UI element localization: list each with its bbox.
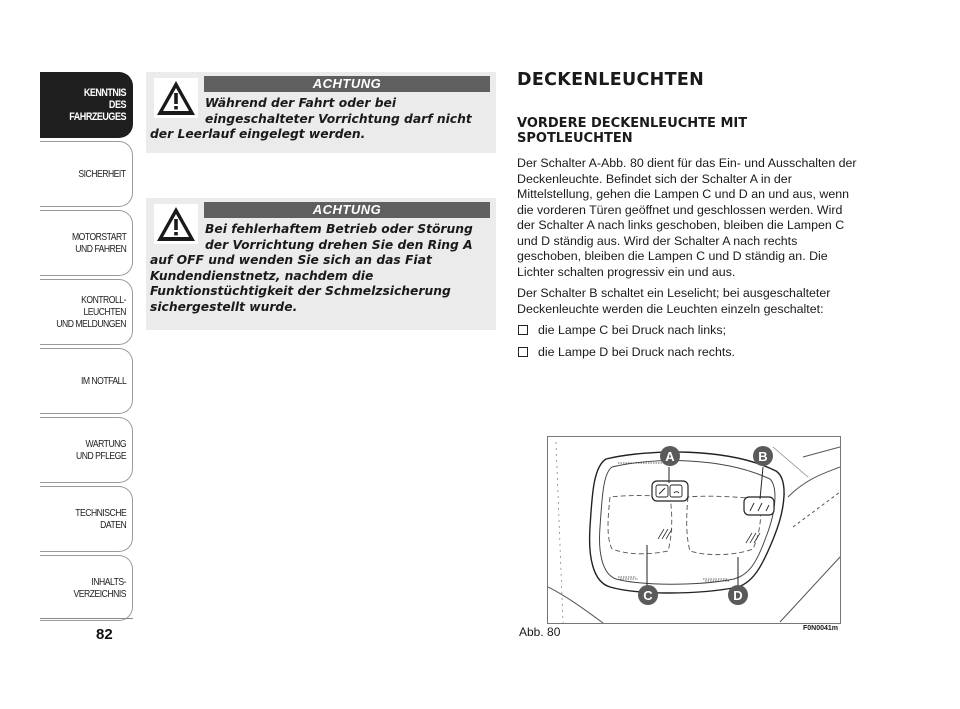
- tab-label: WARTUNG UND PFLEGE: [75, 438, 126, 462]
- callout-label: C: [643, 588, 653, 603]
- checkbox-bullet-icon: [518, 347, 528, 357]
- warning-text: [150, 96, 488, 143]
- callout-badges: [548, 437, 840, 623]
- warning-box: [146, 198, 496, 330]
- list-item: [517, 345, 862, 361]
- tab-technische-daten[interactable]: [40, 486, 133, 552]
- warning-text-indented: Während der Fahrt oder bei eingeschalteter Vorrichtung darf nicht: [205, 96, 472, 126]
- sidebar-divider: [40, 618, 133, 619]
- warning-title: ACHTUNG: [204, 76, 490, 92]
- callout-label: B: [758, 449, 768, 464]
- list-item: [517, 323, 862, 339]
- tab-label: TECHNISCHE DATEN: [74, 507, 126, 531]
- paragraph: Der Schalter B schaltet ein Leselicht; bei ausgeschalteter Deckenleuchte werden die Leuchten einzeln geschaltet:: [517, 286, 831, 316]
- tab-kontrollleuchten[interactable]: [40, 279, 133, 345]
- checkbox-bullet-icon: [518, 325, 528, 335]
- figure-code: F0N0041m: [803, 625, 839, 632]
- tab-label: INHALTS- VERZEICHNIS: [73, 576, 126, 600]
- tab-label: KONTROLL- LEUCHTEN UND MELDUNGEN: [56, 294, 126, 330]
- callout-badge-b: [753, 446, 773, 466]
- warning-text-indented: Bei fehlerhaftem Betrieb oder Störung der Vorrichtung drehen Sie den Ring A: [205, 222, 473, 252]
- callout-badge-c: [638, 585, 658, 605]
- tab-label: MOTORSTART UND FAHREN: [71, 231, 126, 255]
- warning-title: ACHTUNG: [204, 202, 490, 218]
- tab-motorstart[interactable]: [40, 210, 133, 276]
- section-body: [517, 156, 862, 366]
- callout-label: A: [665, 449, 675, 464]
- tab-label: SICHERHEIT: [78, 168, 126, 180]
- warning-text-full: auf OFF und wenden Sie sich an das Fiat Kundendienstnetz, nachdem die Funktionstüchtigkeit der Schmelzsicherung sichergestellt wurde.: [150, 253, 451, 314]
- tab-sicherheit[interactable]: [40, 141, 133, 207]
- figure-caption: Abb. 80: [519, 625, 561, 639]
- ceiling-light-illustration: [547, 436, 841, 624]
- section-subheading: VORDERE DECKENLEUCHTE MIT SPOTLEUCHTEN: [517, 116, 748, 146]
- page-number: 82: [96, 626, 113, 643]
- tab-inhaltsverzeichnis[interactable]: [40, 555, 133, 621]
- section-heading: DECKENLEUCHTEN: [517, 70, 705, 90]
- tab-im-notfall[interactable]: [40, 348, 133, 414]
- warning-box: [146, 72, 496, 153]
- tab-wartung[interactable]: [40, 417, 133, 483]
- warning-text: [150, 222, 488, 315]
- tab-label: KENNTNIS DES FAHRZEUGES: [69, 87, 126, 123]
- tab-kenntnis-des-fahrzeuges[interactable]: [40, 72, 133, 138]
- chapter-tabs: [40, 72, 133, 624]
- list-item-text: die Lampe D bei Druck nach rechts.: [538, 344, 735, 359]
- warning-text-full: der Leerlauf eingelegt werden.: [150, 127, 366, 141]
- tab-label: IM NOTFALL: [80, 375, 126, 387]
- callout-label: D: [733, 588, 743, 603]
- callout-badge-d: [728, 585, 748, 605]
- list-item-text: die Lampe C bei Druck nach links;: [538, 323, 727, 337]
- callout-badge-a: [660, 446, 680, 466]
- paragraph: Der Schalter A-Abb. 80 dient für das Ein- und Ausschalten der Deckenleuchte. Befindet sich der Schalter A in der Mittelstellung, gehen die Lampen C und D an und aus, wenn die vorderen Türen geöffnet und geschlossen werden. Wird der Schalter A nach links geschoben, bleiben die Lampen C und D ständig aus. Wird der Schalter A nach rechts geschoben, bleiben die Lampen C und D ständig an. Die Lichter schalten progressiv ein und aus.: [517, 156, 857, 279]
